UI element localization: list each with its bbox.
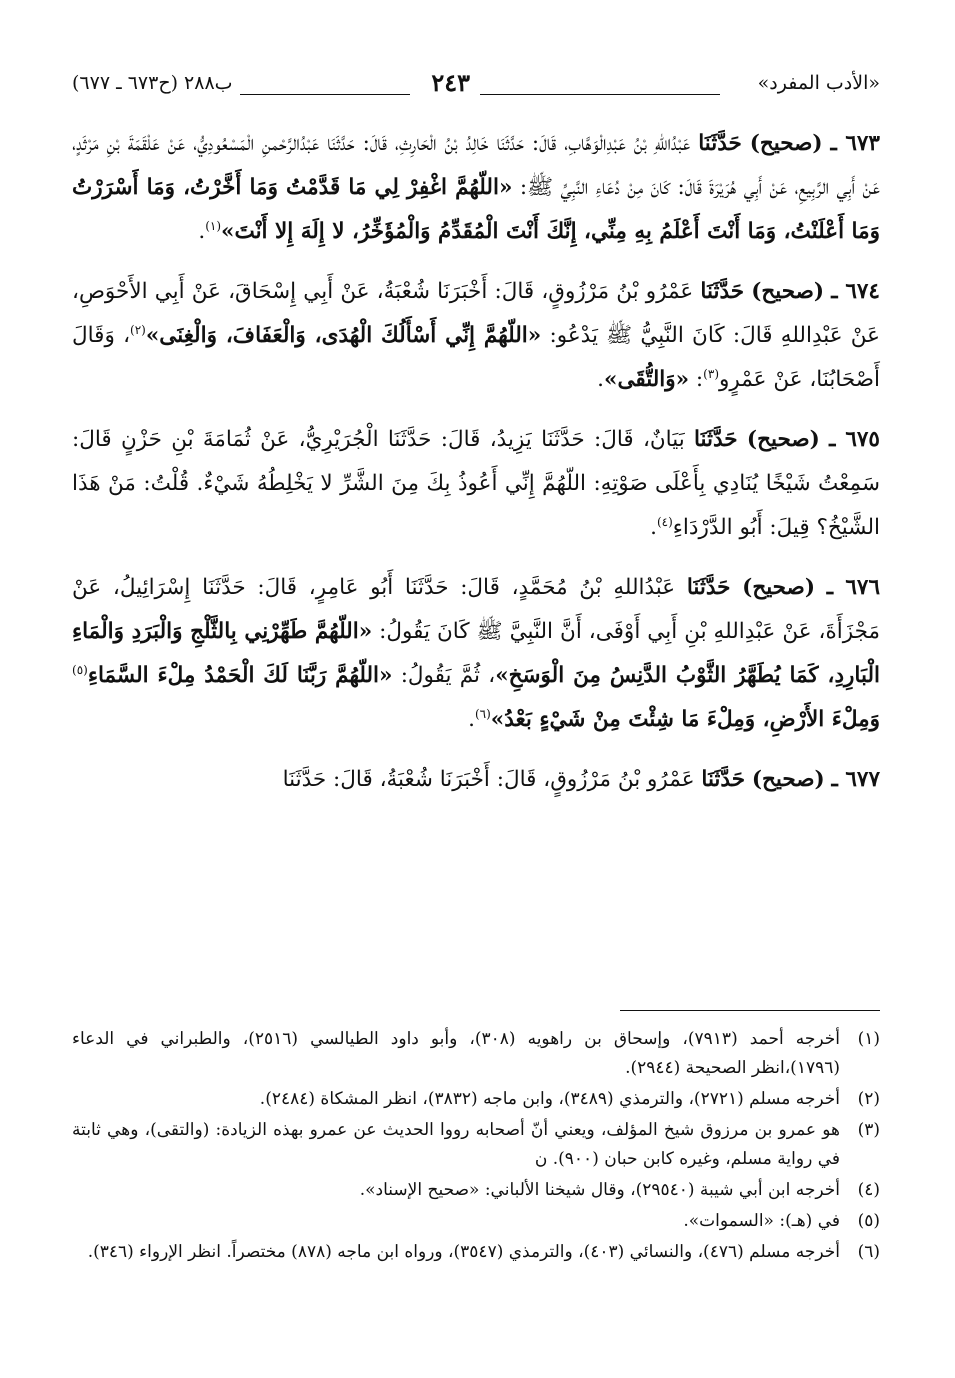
- footnote-2: [72, 1085, 880, 1114]
- footnote-text: أخرجه أحمد (٧٩١٣)، وإسحاق بن راهويه (٣٠٨)، وأبو داود الطيالسي (٢٥١٦)، والطبراني في الدعاء (١٧٩٦)،انظر الصحيحة (٢٩٤٤).: [72, 1029, 840, 1078]
- hadith-number: ٦٧٦ ـ: [826, 575, 880, 600]
- hadith-grade: (صحيح): [751, 767, 825, 792]
- footnote-text: هو عمرو بن مرزوق شيخ المؤلف، ويعني أنّ أصحابه رووا الحديث عن عمرو بهذه الزيادة: (والتقى)، وهي ثابتة في رواية مسلم، وغيره كابن حبان (٩٠٠). ن: [72, 1120, 840, 1169]
- haddathana-word: حَدَّثَنَا: [694, 427, 738, 452]
- footnote-marker: (٥): [72, 662, 88, 677]
- hadith-number: ٦٧٣ ـ: [830, 131, 880, 156]
- footnote-text: أخرجه مسلم (٤٧٦)، والنسائي (٤٠٣)، والترمذي (٣٥٤٧)، ورواه ابن ماجه (٨٧٨) مختصراً. انظر الإرواء (٣٤٦).: [87, 1242, 840, 1262]
- header-rule-right: [480, 94, 720, 95]
- footnote-text: في (هـ): «السموات».: [683, 1211, 840, 1231]
- footnote-marker: (٤): [656, 514, 673, 529]
- hadith-tail: ، وَقَالَ أَصْحَابُنَا، عَنْ عَمْرٍو: [72, 323, 880, 392]
- main-text: [72, 122, 880, 818]
- hadith-number: ٦٧٧ ـ: [831, 767, 880, 792]
- haddathana-word: حَدَّثَنَا: [701, 767, 745, 792]
- hadith-end: .: [198, 219, 206, 244]
- hadith-dua-second: «اللّهُمَّ رَبَّنَا لَكَ الْحَمْدُ مِلْءَ السَّمَاءِ: [87, 663, 393, 688]
- hadith-number: ٦٧٤ ـ: [831, 279, 880, 304]
- footnote-marker: (٦): [474, 706, 491, 721]
- book-page: [72, 70, 880, 1358]
- hadith-isnad: عَمْرُو بْنُ مَرْزُوقٍ، قَالَ: أَخْبَرَنَا شُعْبَةُ، عَنْ أَبِي إِسْحَاقَ، عَنْ أَبِي الأَحْوَصِ، عَنْ عَبْدِاللهِ قَالَ: كَانَ النَّبِيُّ ﷺ يَدْعُو:: [72, 279, 880, 348]
- hadith-grade: (صحيح): [742, 575, 815, 600]
- hadith-isnad: عَبْدُاللهِ بْنُ عَبْدِالْوَهَّابِ، قَالَ: حَدَّثَنَا خَالِدُ بْنُ الْحَارِثِ، قَالَ: حَدَّثَنَا عَبْدُالرَّحْمنِ الْمَسْعُودِيُّ، عَنْ عَلْقَمَةَ بْنِ مَرْثَدٍ، عَنْ أَبِي الرَّبِيعِ، عَنْ أَبِي هُرَيْرَةَ قَالَ: كَانَ مِنْ دُعَاءِ النَّبِيِّ ﷺ:: [72, 131, 881, 200]
- hadith-isnad: عَبْدُاللهِ بْنُ مُحَمَّدٍ، قَالَ: حَدَّثَنَا أَبُو عَامِرٍ، قَالَ: حَدَّثَنَا إِسْرَائِيلُ، عَنْ مَجْزَأَةَ، عَنْ عَبْدِاللهِ بْنِ أَبِي أَوْفَى، أَنَّ النَّبِيَّ ﷺ كَانَ يَقُولُ:: [72, 575, 880, 644]
- footnote-number: (١): [857, 1029, 880, 1049]
- hadith-dua-addition: «وَالتُّقَى»: [604, 367, 690, 392]
- hadith-677: [72, 758, 880, 802]
- running-header: [72, 70, 880, 106]
- hadith-674: [72, 270, 880, 402]
- hadith-end: .: [650, 515, 657, 540]
- footnote-4: [72, 1176, 880, 1205]
- footnote-number: (٦): [857, 1242, 880, 1262]
- hadith-dua: «اللّهُمَّ إِنِّي أَسْأَلُكَ الْهُدَى، وَالْعَفَافَ، وَالْغِنَى»: [145, 323, 542, 348]
- hadith-dua-third: وَمِلْءَ الأَرْضِ، وَمِلْءَ مَا شِئْتَ مِنْ شَيْءٍ بَعْدُ»: [490, 707, 880, 732]
- footnote-marker: (١): [205, 218, 222, 233]
- footnote-marker: (٣): [703, 366, 719, 381]
- footnote-number: (٣): [857, 1120, 880, 1140]
- hadith-grade: (صحيح): [749, 131, 823, 156]
- hadith-end: .: [468, 707, 475, 732]
- hadith-middle: ، ثُمَّ يَقُولُ:: [400, 663, 496, 688]
- footnote-text: أخرجه ابن أبي شيبة (٢٩٥٤٠)، وقال شيخنا الألباني: «صحيح الإسناد».: [359, 1180, 840, 1200]
- hadith-number: ٦٧٥ ـ: [829, 427, 880, 452]
- footnote-3: [72, 1116, 880, 1174]
- chapter-reference: ب٢٨٨ (ح٦٧٣ ـ ٦٧٧): [72, 72, 233, 94]
- hadith-grade: (صحيح): [751, 279, 825, 304]
- footnote-1: [72, 1025, 880, 1083]
- book-title: «الأدب المفرد»: [757, 72, 880, 94]
- header-rule-left: [240, 94, 410, 95]
- hadith-isnad: بَيَانٌ، قَالَ: حَدَّثَنَا يَزِيدُ، قَالَ: حَدَّثَنَا الْجُرَيْرِيُّ، عَنْ ثُمَامَةَ بْنِ حَزْنٍ قَالَ: سَمِعْتُ شَيْخًا يُنَادِي بِأَعْلَى صَوْتِهِ: اللّهُمَّ إِنِّي أَعُوذُ بِكَ مِنَ الشَّرِّ لا يَخْلِطُهُ شَيْءٌ. قُلْتُ: مَنْ هَذَا الشَّيْخُ؟ قِيلَ: أَبُو الدَّرْدَاءِ: [72, 427, 880, 540]
- hadith-673: [72, 122, 880, 254]
- hadith-676: [72, 566, 880, 742]
- footnotes: [72, 1025, 880, 1269]
- footnote-6: [72, 1238, 880, 1267]
- footnote-separator: [620, 1010, 880, 1011]
- hadith-dua: «اللّهُمَّ طَهِّرْنِي بِالثَّلْجِ وَالْبَرَدِ وَالْمَاءِ الْبَارِدِ، كَمَا يُطَهَّرُ الثَّوْبُ الدَّنِسُ مِنَ الْوَسَخِ»: [72, 619, 880, 688]
- footnote-text: أخرجه مسلم (٢٧٢١)، والترمذي (٣٤٨٩)، وابن ماجه (٣٨٣٢)، انظر المشكاة (٢٤٨٤).: [259, 1089, 840, 1109]
- hadith-end: .: [597, 367, 604, 392]
- footnote-5: [72, 1207, 880, 1236]
- footnote-number: (٤): [857, 1180, 880, 1200]
- haddathana-word: حَدَّثَنَا: [698, 131, 742, 156]
- hadith-grade: (صحيح): [746, 427, 820, 452]
- hadith-675: [72, 418, 880, 550]
- footnote-marker: (٢): [130, 322, 146, 337]
- footnote-number: (٢): [857, 1089, 880, 1109]
- haddathana-word: حَدَّثَنَا: [686, 575, 731, 600]
- hadith-dua: «اللّهُمَّ اغْفِرْ لِي مَا قَدَّمْتُ وَمَا أَخَّرْتُ، وَمَا أَسْرَرْتُ وَمَا أَعْلَنْتُ، وَمَا أَنْتَ أَعْلَمُ بِهِ مِنِّي، إِنَّكَ أَنْتَ الْمُقَدِّمُ وَالْمُؤَخِّرُ، لا إِلَهَ إِلا أَنْتَ»: [72, 175, 880, 244]
- hadith-isnad: عَمْرُو بْنُ مَرْزُوقٍ، قَالَ: أَخْبَرَنَا شُعْبَةُ، قَالَ: حَدَّثَنَا: [282, 767, 695, 792]
- haddathana-word: حَدَّثَنَا: [700, 279, 745, 304]
- hadith-tail-colon: :: [695, 367, 704, 392]
- footnote-number: (٥): [857, 1211, 880, 1231]
- page-number: ٢٤٣: [431, 68, 470, 97]
